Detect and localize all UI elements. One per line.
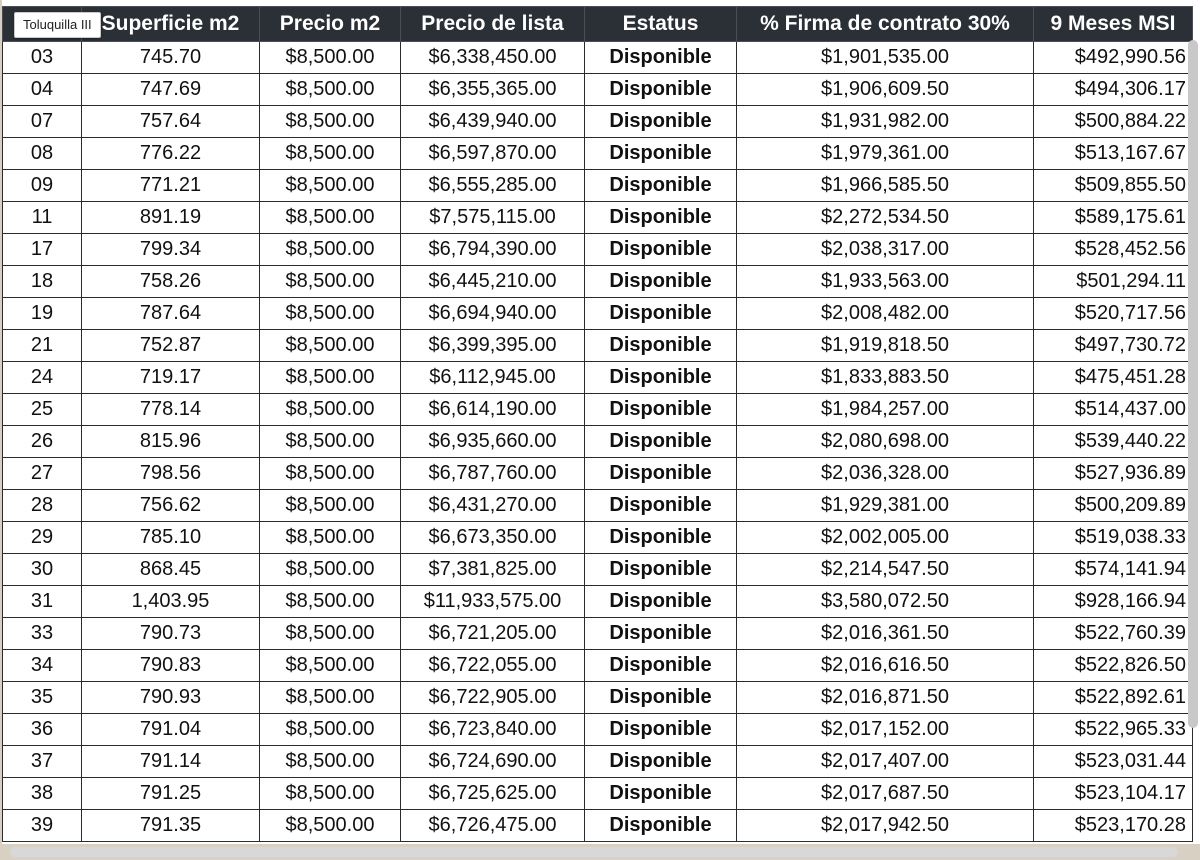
cell-firma-contrato[interactable]: $1,906,609.50: [737, 74, 1034, 106]
cell-precio-m2[interactable]: $8,500.00: [260, 138, 401, 170]
cell-precio-lista[interactable]: $6,355,365.00: [401, 74, 585, 106]
cell-firma-contrato[interactable]: $2,002,005.00: [737, 522, 1034, 554]
cell-precio-lista[interactable]: $6,445,210.00: [401, 266, 585, 298]
cell-meses-msi[interactable]: $522,826.50: [1034, 650, 1193, 682]
cell-lote[interactable]: 30: [3, 554, 82, 586]
cell-precio-lista[interactable]: $6,694,940.00: [401, 298, 585, 330]
cell-estatus[interactable]: Disponible: [585, 106, 737, 138]
table-row: [3, 522, 1193, 554]
cell-meses-msi[interactable]: $501,294.11: [1034, 266, 1193, 298]
cell-meses-msi[interactable]: $520,717.56: [1034, 298, 1193, 330]
cell-meses-msi[interactable]: $500,884.22: [1034, 106, 1193, 138]
cell-precio-m2[interactable]: $8,500.00: [260, 234, 401, 266]
cell-superficie[interactable]: 790.93: [82, 682, 260, 714]
cell-precio-m2[interactable]: $8,500.00: [260, 202, 401, 234]
cell-precio-m2[interactable]: $8,500.00: [260, 586, 401, 618]
lots-table: [2, 6, 1193, 842]
cell-precio-m2[interactable]: $8,500.00: [260, 426, 401, 458]
cell-meses-msi[interactable]: $500,209.89: [1034, 490, 1193, 522]
cell-superficie[interactable]: 891.19: [82, 202, 260, 234]
cell-firma-contrato[interactable]: $2,016,616.50: [737, 650, 1034, 682]
cell-firma-contrato[interactable]: $1,931,982.00: [737, 106, 1034, 138]
cell-precio-lista[interactable]: $6,726,475.00: [401, 810, 585, 842]
cell-meses-msi[interactable]: $523,170.28: [1034, 810, 1193, 842]
header-precio-lista[interactable]: Precio de lista: [401, 7, 585, 42]
cell-superficie[interactable]: 868.45: [82, 554, 260, 586]
cell-estatus[interactable]: Disponible: [585, 170, 737, 202]
cell-precio-m2[interactable]: $8,500.00: [260, 298, 401, 330]
cell-firma-contrato[interactable]: $2,016,871.50: [737, 682, 1034, 714]
cell-estatus[interactable]: Disponible: [585, 554, 737, 586]
cell-superficie[interactable]: 798.56: [82, 458, 260, 490]
cell-meses-msi[interactable]: $522,965.33: [1034, 714, 1193, 746]
header-meses-msi[interactable]: 9 Meses MSI: [1034, 7, 1193, 42]
cell-superficie[interactable]: 787.64: [82, 298, 260, 330]
cell-precio-m2[interactable]: $8,500.00: [260, 714, 401, 746]
cell-precio-lista[interactable]: $6,721,205.00: [401, 618, 585, 650]
cell-lote[interactable]: 34: [3, 650, 82, 682]
table-row: [3, 138, 1193, 170]
cell-lote[interactable]: 33: [3, 618, 82, 650]
cell-precio-lista[interactable]: $6,787,760.00: [401, 458, 585, 490]
cell-firma-contrato[interactable]: $2,214,547.50: [737, 554, 1034, 586]
cell-meses-msi[interactable]: $928,166.94: [1034, 586, 1193, 618]
cell-firma-contrato[interactable]: $1,929,381.00: [737, 490, 1034, 522]
cell-precio-lista[interactable]: $6,555,285.00: [401, 170, 585, 202]
table-row: [3, 234, 1193, 266]
cell-lote[interactable]: 08: [3, 138, 82, 170]
cell-estatus[interactable]: Disponible: [585, 362, 737, 394]
cell-meses-msi[interactable]: $514,437.00: [1034, 394, 1193, 426]
cell-superficie[interactable]: 790.83: [82, 650, 260, 682]
table-row: [3, 74, 1193, 106]
cell-precio-m2[interactable]: $8,500.00: [260, 522, 401, 554]
table-row: [3, 458, 1193, 490]
table-row: [3, 426, 1193, 458]
cell-estatus[interactable]: Disponible: [585, 458, 737, 490]
cell-superficie[interactable]: 758.26: [82, 266, 260, 298]
header-firma-contrato[interactable]: % Firma de contrato 30%: [737, 7, 1034, 42]
cell-superficie[interactable]: 757.64: [82, 106, 260, 138]
cell-estatus[interactable]: Disponible: [585, 138, 737, 170]
cell-superficie[interactable]: 778.14: [82, 394, 260, 426]
cell-firma-contrato[interactable]: $1,919,818.50: [737, 330, 1034, 362]
cell-meses-msi[interactable]: $574,141.94: [1034, 554, 1193, 586]
header-estatus[interactable]: Estatus: [585, 7, 737, 42]
horizontal-scrollbar[interactable]: [10, 847, 1178, 857]
cell-precio-m2[interactable]: $8,500.00: [260, 74, 401, 106]
table-row: [3, 746, 1193, 778]
cell-precio-m2[interactable]: $8,500.00: [260, 650, 401, 682]
cell-firma-contrato[interactable]: $2,016,361.50: [737, 618, 1034, 650]
cell-meses-msi[interactable]: $475,451.28: [1034, 362, 1193, 394]
cell-superficie[interactable]: 791.25: [82, 778, 260, 810]
header-row: [3, 7, 1193, 42]
cell-firma-contrato[interactable]: $2,017,407.00: [737, 746, 1034, 778]
cell-lote[interactable]: 27: [3, 458, 82, 490]
cell-precio-m2[interactable]: $8,500.00: [260, 458, 401, 490]
cell-lote[interactable]: 19: [3, 298, 82, 330]
cell-lote[interactable]: 36: [3, 714, 82, 746]
cell-firma-contrato[interactable]: $2,008,482.00: [737, 298, 1034, 330]
cell-precio-lista[interactable]: $6,614,190.00: [401, 394, 585, 426]
cell-precio-lista[interactable]: $6,722,055.00: [401, 650, 585, 682]
table-row: [3, 810, 1193, 842]
cell-firma-contrato[interactable]: $2,036,328.00: [737, 458, 1034, 490]
cell-firma-contrato[interactable]: $1,833,883.50: [737, 362, 1034, 394]
cell-estatus[interactable]: Disponible: [585, 810, 737, 842]
cell-precio-m2[interactable]: $8,500.00: [260, 330, 401, 362]
cell-precio-m2[interactable]: $8,500.00: [260, 42, 401, 74]
cell-estatus[interactable]: Disponible: [585, 586, 737, 618]
cell-firma-contrato[interactable]: $1,984,257.00: [737, 394, 1034, 426]
cell-meses-msi[interactable]: $522,760.39: [1034, 618, 1193, 650]
cell-meses-msi[interactable]: $494,306.17: [1034, 74, 1193, 106]
cell-meses-msi[interactable]: $509,855.50: [1034, 170, 1193, 202]
cell-superficie[interactable]: 756.62: [82, 490, 260, 522]
cell-superficie[interactable]: 771.21: [82, 170, 260, 202]
table-row: [3, 202, 1193, 234]
cell-meses-msi[interactable]: $539,440.22: [1034, 426, 1193, 458]
cell-precio-lista[interactable]: $7,575,115.00: [401, 202, 585, 234]
table-row: [3, 650, 1193, 682]
cell-estatus[interactable]: Disponible: [585, 618, 737, 650]
cell-firma-contrato[interactable]: $2,272,534.50: [737, 202, 1034, 234]
cell-precio-lista[interactable]: $6,935,660.00: [401, 426, 585, 458]
cell-precio-lista[interactable]: $6,673,350.00: [401, 522, 585, 554]
vertical-scrollbar[interactable]: [1188, 40, 1198, 728]
cell-firma-contrato[interactable]: $2,017,152.00: [737, 714, 1034, 746]
cell-estatus[interactable]: Disponible: [585, 266, 737, 298]
cell-lote[interactable]: 28: [3, 490, 82, 522]
table-row: [3, 682, 1193, 714]
cell-lote[interactable]: 35: [3, 682, 82, 714]
cell-lote[interactable]: 29: [3, 522, 82, 554]
table-body: [3, 42, 1193, 842]
cell-lote[interactable]: 11: [3, 202, 82, 234]
cell-precio-m2[interactable]: $8,500.00: [260, 618, 401, 650]
cell-lote[interactable]: 07: [3, 106, 82, 138]
cell-precio-lista[interactable]: $6,722,905.00: [401, 682, 585, 714]
cell-precio-m2[interactable]: $8,500.00: [260, 778, 401, 810]
cell-lote[interactable]: 21: [3, 330, 82, 362]
cell-estatus[interactable]: Disponible: [585, 746, 737, 778]
cell-lote[interactable]: 39: [3, 810, 82, 842]
cell-precio-lista[interactable]: $11,933,575.00: [401, 586, 585, 618]
cell-lote[interactable]: 25: [3, 394, 82, 426]
cell-superficie[interactable]: 719.17: [82, 362, 260, 394]
cell-meses-msi[interactable]: $513,167.67: [1034, 138, 1193, 170]
header-superficie[interactable]: Superficie m2: [82, 7, 260, 42]
cell-precio-lista[interactable]: $6,439,940.00: [401, 106, 585, 138]
cell-meses-msi[interactable]: $523,031.44: [1034, 746, 1193, 778]
table-row: [3, 554, 1193, 586]
cell-precio-m2[interactable]: $8,500.00: [260, 490, 401, 522]
cell-precio-m2[interactable]: $8,500.00: [260, 810, 401, 842]
cell-precio-lista[interactable]: $6,597,870.00: [401, 138, 585, 170]
table-row: [3, 266, 1193, 298]
cell-lote[interactable]: 03: [3, 42, 82, 74]
table-row: [3, 362, 1193, 394]
cell-estatus[interactable]: Disponible: [585, 42, 737, 74]
cell-superficie[interactable]: 815.96: [82, 426, 260, 458]
table-row: [3, 778, 1193, 810]
cell-precio-m2[interactable]: $8,500.00: [260, 266, 401, 298]
cell-meses-msi[interactable]: $528,452.56: [1034, 234, 1193, 266]
cell-precio-lista[interactable]: $6,338,450.00: [401, 42, 585, 74]
cell-superficie[interactable]: 1,403.95: [82, 586, 260, 618]
cell-superficie[interactable]: 745.70: [82, 42, 260, 74]
cell-lote[interactable]: 38: [3, 778, 82, 810]
table-row: [3, 714, 1193, 746]
cell-superficie[interactable]: 752.87: [82, 330, 260, 362]
sheet-tab[interactable]: Toluquilla III: [14, 12, 101, 38]
cell-precio-m2[interactable]: $8,500.00: [260, 362, 401, 394]
cell-estatus[interactable]: Disponible: [585, 490, 737, 522]
cell-estatus[interactable]: Disponible: [585, 394, 737, 426]
cell-meses-msi[interactable]: $519,038.33: [1034, 522, 1193, 554]
cell-meses-msi[interactable]: $522,892.61: [1034, 682, 1193, 714]
cell-lote[interactable]: 18: [3, 266, 82, 298]
cell-precio-lista[interactable]: $6,723,840.00: [401, 714, 585, 746]
cell-firma-contrato[interactable]: $2,017,942.50: [737, 810, 1034, 842]
cell-lote[interactable]: 37: [3, 746, 82, 778]
cell-estatus[interactable]: Disponible: [585, 298, 737, 330]
cell-estatus[interactable]: Disponible: [585, 522, 737, 554]
cell-superficie[interactable]: 785.10: [82, 522, 260, 554]
table-row: [3, 42, 1193, 74]
cell-estatus[interactable]: Disponible: [585, 778, 737, 810]
cell-superficie[interactable]: 791.35: [82, 810, 260, 842]
cell-precio-lista[interactable]: $6,724,690.00: [401, 746, 585, 778]
cell-firma-contrato[interactable]: $1,933,563.00: [737, 266, 1034, 298]
cell-estatus[interactable]: Disponible: [585, 682, 737, 714]
cell-lote[interactable]: 26: [3, 426, 82, 458]
cell-superficie[interactable]: 799.34: [82, 234, 260, 266]
cell-meses-msi[interactable]: $492,990.56: [1034, 42, 1193, 74]
table-row: [3, 330, 1193, 362]
cell-precio-m2[interactable]: $8,500.00: [260, 746, 401, 778]
cell-precio-m2[interactable]: $8,500.00: [260, 554, 401, 586]
cell-estatus[interactable]: Disponible: [585, 426, 737, 458]
cell-firma-contrato[interactable]: $2,017,687.50: [737, 778, 1034, 810]
table-row: [3, 586, 1193, 618]
cell-firma-contrato[interactable]: $2,038,317.00: [737, 234, 1034, 266]
cell-firma-contrato[interactable]: $1,966,585.50: [737, 170, 1034, 202]
cell-precio-m2[interactable]: $8,500.00: [260, 106, 401, 138]
table-row: [3, 106, 1193, 138]
table-row: [3, 170, 1193, 202]
cell-estatus[interactable]: Disponible: [585, 234, 737, 266]
table-row: [3, 394, 1193, 426]
cell-estatus[interactable]: Disponible: [585, 714, 737, 746]
cell-precio-m2[interactable]: $8,500.00: [260, 394, 401, 426]
cell-meses-msi[interactable]: $527,936.89: [1034, 458, 1193, 490]
cell-meses-msi[interactable]: $589,175.61: [1034, 202, 1193, 234]
cell-lote[interactable]: 17: [3, 234, 82, 266]
cell-precio-lista[interactable]: $7,381,825.00: [401, 554, 585, 586]
cell-precio-m2[interactable]: $8,500.00: [260, 170, 401, 202]
table-row: [3, 490, 1193, 522]
cell-lote[interactable]: 24: [3, 362, 82, 394]
table-row: [3, 618, 1193, 650]
cell-precio-lista[interactable]: $6,794,390.00: [401, 234, 585, 266]
cell-estatus[interactable]: Disponible: [585, 202, 737, 234]
table-row: [3, 298, 1193, 330]
cell-estatus[interactable]: Disponible: [585, 330, 737, 362]
cell-meses-msi[interactable]: $523,104.17: [1034, 778, 1193, 810]
cell-firma-contrato[interactable]: $1,901,535.00: [737, 42, 1034, 74]
cell-lote[interactable]: 31: [3, 586, 82, 618]
cell-firma-contrato[interactable]: $1,979,361.00: [737, 138, 1034, 170]
cell-precio-lista[interactable]: $6,431,270.00: [401, 490, 585, 522]
cell-superficie[interactable]: 791.04: [82, 714, 260, 746]
cell-superficie[interactable]: 791.14: [82, 746, 260, 778]
cell-superficie[interactable]: 747.69: [82, 74, 260, 106]
cell-precio-lista[interactable]: $6,112,945.00: [401, 362, 585, 394]
header-precio-m2[interactable]: Precio m2: [260, 7, 401, 42]
cell-superficie[interactable]: 790.73: [82, 618, 260, 650]
cell-firma-contrato[interactable]: $2,080,698.00: [737, 426, 1034, 458]
cell-superficie[interactable]: 776.22: [82, 138, 260, 170]
cell-precio-lista[interactable]: $6,725,625.00: [401, 778, 585, 810]
cell-estatus[interactable]: Disponible: [585, 650, 737, 682]
cell-precio-lista[interactable]: $6,399,395.00: [401, 330, 585, 362]
cell-meses-msi[interactable]: $497,730.72: [1034, 330, 1193, 362]
cell-precio-m2[interactable]: $8,500.00: [260, 682, 401, 714]
cell-firma-contrato[interactable]: $3,580,072.50: [737, 586, 1034, 618]
cell-estatus[interactable]: Disponible: [585, 74, 737, 106]
cell-lote[interactable]: 04: [3, 74, 82, 106]
cell-lote[interactable]: 09: [3, 170, 82, 202]
